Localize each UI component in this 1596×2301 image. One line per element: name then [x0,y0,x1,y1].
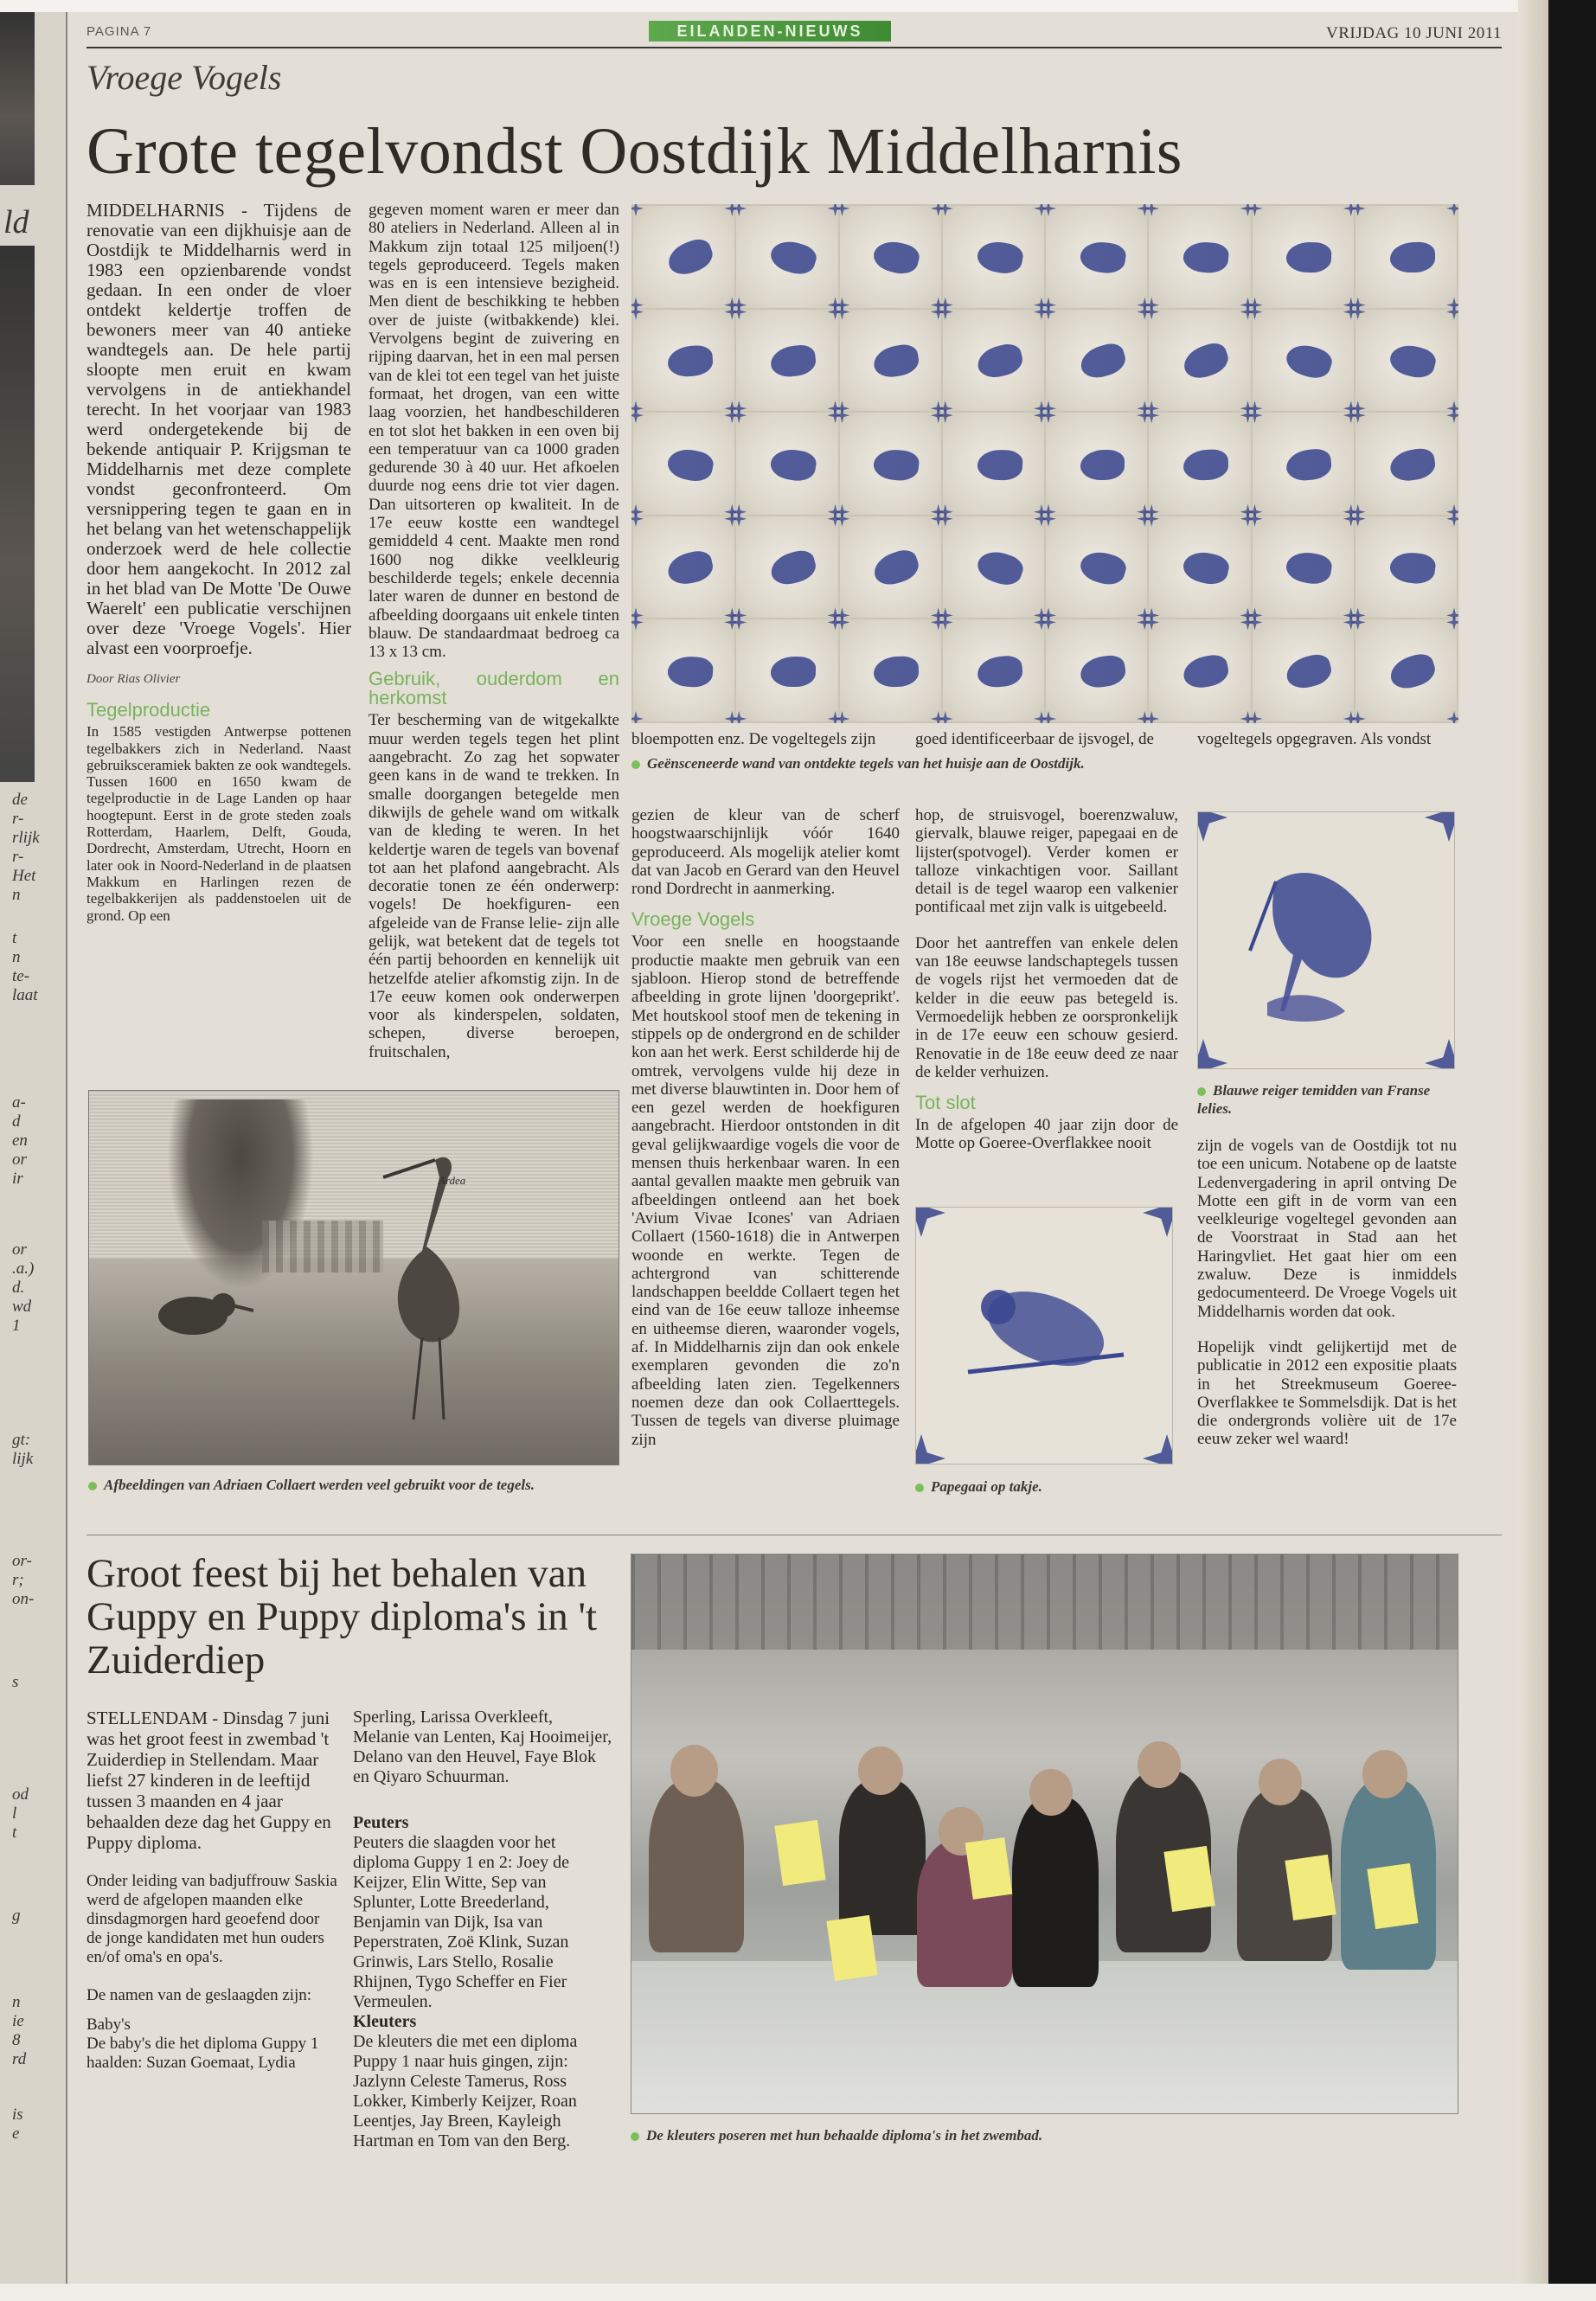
bullet-icon [1197,1087,1206,1096]
bird-icon [1181,548,1231,588]
bullet-icon [88,1482,97,1490]
bird-tile [736,310,837,412]
caption-text: De kleuters poseren met hun behaalde diploma's in het zwembad. [646,2127,1043,2144]
bird-icon [1183,448,1228,481]
paragraph: hop, de struisvogel, boerenzwaluw, giervalk, blauwe reiger, papegaai en de lijster(spotvogel). Verder komen er talloze vinkachtigen voor. Saillant detail is de tegel waarop een valkenier pontificaal met zijn valk is uitgebeeld. [915,806,1178,917]
adjacent-page-photo [0,12,35,185]
caption-parrot [915,1477,1175,1496]
bird-tile [840,206,941,308]
bird-tile [840,516,941,619]
pool-ceiling [631,1554,1458,1650]
adjacent-page-fragment: ld [3,204,29,240]
bird-tile [736,206,837,308]
subheading-kleuters: Kleuters [353,2012,417,2031]
bird-tile [1253,516,1354,619]
bird-tile [633,413,734,515]
scan-edge-bottom [0,2284,1596,2301]
paragraph: Ter bescherming van de witgekalkte muur werden tegels tegen het plint aangebracht. Zo zag het sopwater geen kans in de wand te trekken. In smalle doorgangen betegelde men dikwijls de gehele wand om witkalk van de kleding te weren. In het keldertje waren de tegels van bovenaf tot aan het plafond aangebracht. Als decoratie tonen ze één onderwerp: vogels! De hoekfiguren- een afgeleide van de Franse lelie- zijn alle gelijk, wat betekent dat de tegels tot één partij behoorden en kennelijk uit hetzelfde atelier afkomstig zijn. In de 17e eeuw komen ook onderwerpen voor als kinderspelen, soldaten, schepen, diverse beroepen, fruitschalen, [369,711,619,1061]
bird-icon [663,236,716,280]
paragraph: zijn de vogels van de Oostdijk tot nu toe een unicum. Notabene op de laatste Ledenvergadering in april ontving De Motte een gift in de vorm van een veelkleurige vogeltegel gevonden aan de Voorstraat in Stad aan het Haringvliet. Het gaat hier om een zwaluw. Deze is inmiddels gedocumenteerd. De Vroege Vogels uit Middelharnis worden dat ook. [1197,1137,1457,1321]
bird-tile [1149,516,1250,619]
bird-icon [871,238,922,279]
bird-icon [767,237,819,279]
person-head [1259,1759,1302,1805]
parrot-tile-photo [915,1207,1173,1465]
article-lead: STELLENDAM - Dinsdag 7 juni was het groot feest in zwembad 't Zuiderdiep in Stellendam. Maar liefst 27 kinderen in de leeftijd tussen 3 maanden en 4 jaar behaalden deze dag het Guppy en Puppy diploma. [87,1708,331,1853]
paragraph: Voor een snelle en hoogstaande productie maakte men gebruik van een sjabloon. Hierop stond de betreffende afbeelding in grote lijnen 'doorgeprikt'. Met houtskool stoof men de tekening in stippels op de ondergrond en de schilder kon aan het werk. Eerst schilderde hij de omtrek, vervolgens vulde hij deze in met diverse blauwtinten in. Door hem of een gezel werden de hoekfiguren aangebracht. Hierdoor ontstonden in dit geval gelijkwaardige vogels die voor de mensen thuis herkenbaar waren. In een aantal gevallen maakte men gebruik van afbeeldingen ontleend aan het boek 'Avium Vivae Icones' van Adriaen Collaert (1560-1618) die in Antwerpen woonde en werkte. Tegen de achtergrond van schitterende landschappen beeldde Collaert tegen het eind van de 16e eeuw talloze inheemse en uitheemse dieren, waaronder vogels, af. In Middelharnis zijn dan ook enkele exemplaren gevonden die zo'n afbeelding laten zien. Tegelkenners noemen deze dan ook Collaerttegels. Tussen de tegels van diverse pluimage zijn [631,933,900,1449]
bird-icon [1079,240,1127,276]
bird-icon [976,655,1022,689]
diploma-sheet [1163,1846,1215,1912]
adjacent-page-fragment: is e [12,2106,23,2143]
bird-tile [1149,413,1250,515]
subheading-babys: Baby's [87,2016,131,2034]
diploma-sheet [1367,1863,1418,1929]
bird-tile [1356,413,1457,515]
paragraph: De baby's die het diploma Guppy 1 haalden: Suzan Goemaat, Lydia [87,2035,319,2072]
collaert-engraving-photo [88,1090,619,1465]
bird-tile [840,619,941,721]
person-head [1362,1750,1407,1798]
subheading-tot-slot: Tot slot [915,1092,976,1114]
bird-tile [943,310,1044,412]
bird-icon [767,548,818,588]
bird-icon [1283,340,1335,382]
section-title: Vroege Vogels [87,58,282,97]
diploma-sheet [1285,1855,1336,1920]
bird-tile [633,516,734,619]
heron-tile-photo [1197,811,1455,1069]
tile-wall-photo [631,204,1458,723]
scan-edge-top [0,0,1596,12]
bird-tile [633,206,734,308]
adjacent-page-fragment: gt: lijk [12,1431,34,1468]
bird-tile [943,619,1044,721]
page-header [87,21,1502,48]
text-line: bloempotten enz. De vogeltegels zijn [631,730,876,748]
bird-tile [1046,310,1147,412]
paragraph: Onder leiding van badjuffrouw Saskia werd de afgelopen maanden elke dinsdagmorgen hard geoefend door de jonge kandidaten met hun ouders en/of oma's en opa's. [87,1872,337,1966]
bird-icon [1389,242,1434,273]
engraving-label: Ardea [439,1174,466,1187]
lily-corner-icon [631,711,644,723]
page-number: PAGINA 7 [87,24,152,39]
bird-tile [1149,206,1250,308]
bird-icon [975,239,1024,277]
article-headline: Groot feest bij het behalen van Guppy en Puppy diploma's in 't Zuiderdiep [87,1551,598,1682]
adjacent-page-fragment: t n te- laat [12,929,38,1004]
newspaper-page [67,12,1521,2284]
bird-icon [973,547,1025,590]
bird-icon [1388,446,1436,484]
bird-icon [1285,549,1334,587]
bird-icon [1077,340,1128,381]
article-column-3 [631,806,900,1449]
heron-icon [1198,812,1455,1069]
bird-icon [667,655,714,689]
bird-icon [1180,339,1232,382]
paragraph: De namen van de geslaagden zijn: [87,1986,312,2004]
bird-tile [1046,413,1147,515]
article-column-2 [369,201,619,1061]
subheading-gebruik: Gebruik, ouderdom en herkomst [369,668,619,709]
bird-icon [1077,548,1128,589]
article-column-1 [87,201,351,924]
subheading-peuters: Peuters [353,1813,409,1832]
text-line: vogeltegels opgegraven. Als vondst [1197,730,1432,748]
caption-text: Afbeeldingen van Adriaen Collaert werden veel gebruikt voor de tegels. [104,1477,535,1493]
article2-column-1 [87,1708,337,2073]
article-byline: Door Rias Olivier [87,672,181,686]
article-column-5 [1197,1137,1457,1449]
scan-edge-right [1548,0,1596,2301]
kingfisher-icon [150,1272,253,1350]
article-lead: MIDDELHARNIS - Tijdens de renovatie van een dijkhuisje aan de Oostdijk te Middelharnis werd in 1983 een opzienbarende vondst gedaan. In een onder de vloer ontdekt keldertje troffen de bewoners meer van 40 antieke wandtegels aan. De hele partij sloopte men eruit en kwam vervolgens in de antiekhandel terecht. In het voorjaar van 1983 werd ondergetekende bij de bekende antiquair P. Krijgsman te Middelharnis met deze complete vondst geconfronteerd. Om versnippering tegen te gaan en in het belang van het wetenschappelijk onderzoek werd de hele collectie door hem aangekocht. In 2012 zal in het blad van De Motte 'De Ouwe Waerelt' een publicatie verschijnen over deze 'Vroege Vogels'. Hier alvast een voorproefje. [87,200,351,658]
bird-tile [943,206,1044,308]
bird-icon [665,548,715,587]
bird-tile [1149,619,1250,721]
bird-tile [1253,413,1354,515]
caption-text: Geënsceneerde wand van ontdekte tegels van het huisje aan de Oostdijk. [647,755,1085,772]
diploma-sheet [774,1820,825,1886]
bullet-icon [631,2132,639,2141]
masthead-logo: EILANDEN-NIEUWS [649,21,891,42]
page-date: VRIJDAG 10 JUNI 2011 [1326,24,1502,42]
person-head [1029,1769,1073,1816]
bird-icon [1387,341,1438,381]
caption-heron [1197,1081,1457,1118]
bird-tile [736,619,837,721]
bird-icon [974,342,1024,381]
bullet-icon [915,1484,924,1492]
diploma-sheet [965,1837,1013,1900]
person-head [858,1747,903,1795]
bird-tile [1356,516,1457,619]
adjacent-page-fragment: od l t [12,1785,29,1842]
paragraph: In de afgelopen 40 jaar zijn door de Motte op Goeree-Overflakkee nooit [915,1116,1178,1153]
bird-icon [1079,653,1127,689]
paragraph: Sperling, Larissa Overkleeft, Melanie van Lenten, Kaj Hooimeijer, Delano van den Heuvel, Faye Blok en Qiyaro Schuurman. [353,1708,612,1786]
adjacent-page-photo [0,246,35,782]
bird-icon [1387,651,1439,693]
caption-tiles [631,754,1410,772]
page-gutter-shadow [1518,0,1551,2301]
adjacent-page-fragment: n ie 8 rd [12,1993,27,2068]
bird-icon [1388,550,1436,586]
paragraph: Door het aantreffen van enkele delen van 18e eeuwse landschaptegels tussen de vogels rijst het vermoeden dat de kelder in die eeuw pas betegeld is. Vermoedelijk hebben ze oorspronkelijk in de 17e eeuw een schouw gesierd. Renovatie in de 18e eeuw deed ze naar de kelder verhuizen. [915,933,1178,1081]
bird-icon [1183,240,1229,275]
adjacent-page-fragment: s [12,1673,19,1691]
lily-corner-icon [1446,204,1458,216]
bird-tile [633,619,734,721]
engraving-ruins [262,1221,383,1272]
bird-tile [840,413,941,515]
bird-tile [943,413,1044,515]
caption-text: Blauwe reiger temidden van Franse lelies. [1197,1082,1431,1117]
caption-engraving [88,1476,625,1494]
bird-tile [943,516,1044,619]
bird-icon [874,656,920,688]
bird-tile [1149,310,1250,412]
bird-icon [1286,241,1332,273]
bird-icon [1080,450,1125,480]
swimming-pool-photo [631,1554,1458,2114]
paragraph: De kleuters die met een diploma Puppy 1 naar huis gingen, zijn: Jazlynn Celeste Tamerus, Ross Lokker, Kimberly Keijzer, Roan Leentjes, Jay Breen, Kayleigh Hartman en Tom van den Berg. [353,2032,578,2150]
bird-tile [1356,310,1457,412]
bird-tile [1356,619,1457,721]
bird-icon [769,343,817,379]
subheading-vroege-vogels: Vroege Vogels [631,908,755,931]
adjacent-page-fragment: a- d en or ir [12,1093,28,1188]
bird-icon [771,656,816,687]
paragraph: In 1585 vestigden Antwerpse pottenen tegelbakkers zich in Nederland. Naast gebruiksceramiek bakten ze ook wandtegels. Tussen 1600 en 1650 kwam de tegelproductie in de Lage Landen op haar hoogtepunt. Eerst in de grote steden zoals Rotterdam, Haarlem, Delft, Gouda, Dordrecht, Amsterdam, Utrecht, Hoorn en later ook in Noord-Nederland in de plaatsen Makkum en Harlingen rezen de tegelbakkerijen als paddenstoelen uit de grond. Op een [87,723,351,924]
bird-icon [665,445,715,484]
adjacent-page-fragment: g [12,1907,21,1925]
bird-icon [1181,652,1230,690]
adjacent-page-fragment: or- r; on- [12,1552,35,1608]
person-head [1138,1741,1181,1788]
bird-tile [1046,206,1147,308]
bird-icon [873,447,920,482]
bird-tile [633,310,734,412]
caption-pool [631,2126,1409,2144]
adjacent-page-fragment: or .a.) d. wd 1 [12,1240,35,1335]
bird-icon [769,446,817,484]
lily-corner-icon [631,204,644,216]
person-figure [649,1779,744,1952]
person-head [670,1745,718,1797]
caption-text: Papegaai op takje. [931,1478,1042,1495]
bird-tile [1253,206,1354,308]
bullet-icon [631,760,640,769]
bird-icon [977,448,1022,481]
adjacent-page-strip [0,12,67,2284]
bird-icon [870,547,922,589]
bird-tile [1253,619,1354,721]
adjacent-page-fragment: de r- rlijk r- Het n [12,791,40,904]
bird-tile [840,310,941,412]
parrot-icon [916,1208,1173,1465]
bird-icon [1285,447,1333,482]
bird-icon [872,343,921,381]
paragraph: Hopelijk vindt gelijkertijd met de publicatie in 2012 een expositie plaats in het Streekmuseum Goeree-Overflakkee te Sommelsdijk. Dat is het die ondergronds volière uit de 17e eeuw zeker wel waard! [1197,1337,1457,1449]
bird-tile [736,413,837,515]
bird-tile [1046,516,1147,619]
person-figure [839,1779,926,1935]
paragraph: gezien de kleur van de scherf hoogstwaarschijnlijk vóór 1640 geproduceerd. Als mogelijk atelier komt dat van Jacob en Gerard van den Heuvel rond Dordrecht in aanmerking. [631,806,900,899]
bird-icon [1284,651,1335,692]
article-column-4 [915,806,1178,1153]
text-line: goed identificeerbaar de ijsvogel, de [915,730,1154,748]
bird-tile [1356,206,1457,308]
person-figure [1012,1797,1099,1987]
paragraph: gegeven moment waren er meer dan 80 ateliers in Nederland. Alleen al in Makkum zijn totaal 125 miljoen(!) tegels geproduceerd. Tegels maken was en is een intensieve bezigheid. Men dient de beschikking te hebben over de juiste (witbakkende) klei. Vervolgens begint de zuivering en rijping daarvan, het in een mal persen van de klei tot een tegel van het juiste formaat, het drogen, van een witte laag voorzien, het handbeschilderen en tot slot het bakken in een oven bij een temperatuur van ca 1000 graden gedurende 30 à 40 uur. Het afkoelen duurde nog eens drie tot vier dagen. Dan uitsorteren op kwaliteit. In de 17e eeuw kostte een wandtegel gemiddeld 4 cent. Maakte men rond 1600 nog dikke veelkleurig beschilderde tegels; enkele decennia later waren de dunner en bestond de afbeelding doorgaans uit enkele tinten blauw. De standaardmaat bedroeg ca 13 x 13 cm. [369,201,619,662]
article-headline: Grote tegelvondst Oostdijk Middelharnis [87,115,1183,188]
subheading-tegelproductie: Tegelproductie [87,699,211,721]
lily-corner-icon [1446,711,1458,723]
bird-tile [736,516,837,619]
paragraph: Peuters die slaagden voor het diploma Guppy 1 en 2: Joey de Keijzer, Elin Witte, Sep van Splunter, Lotte Breederland, Benjamin van Dijk, Isa van Peperstraten, Zoë Klink, Suzan Grinwis, Lars Stello, Rosalie Rhijnen, Tygo Scheffer en Fier Vermeulen. [353,1833,569,2011]
article2-column-2 [353,1708,612,2151]
diploma-sheet [826,1915,877,1981]
bird-tile [1046,619,1147,721]
bird-icon [667,344,714,378]
bird-tile [1253,310,1354,412]
